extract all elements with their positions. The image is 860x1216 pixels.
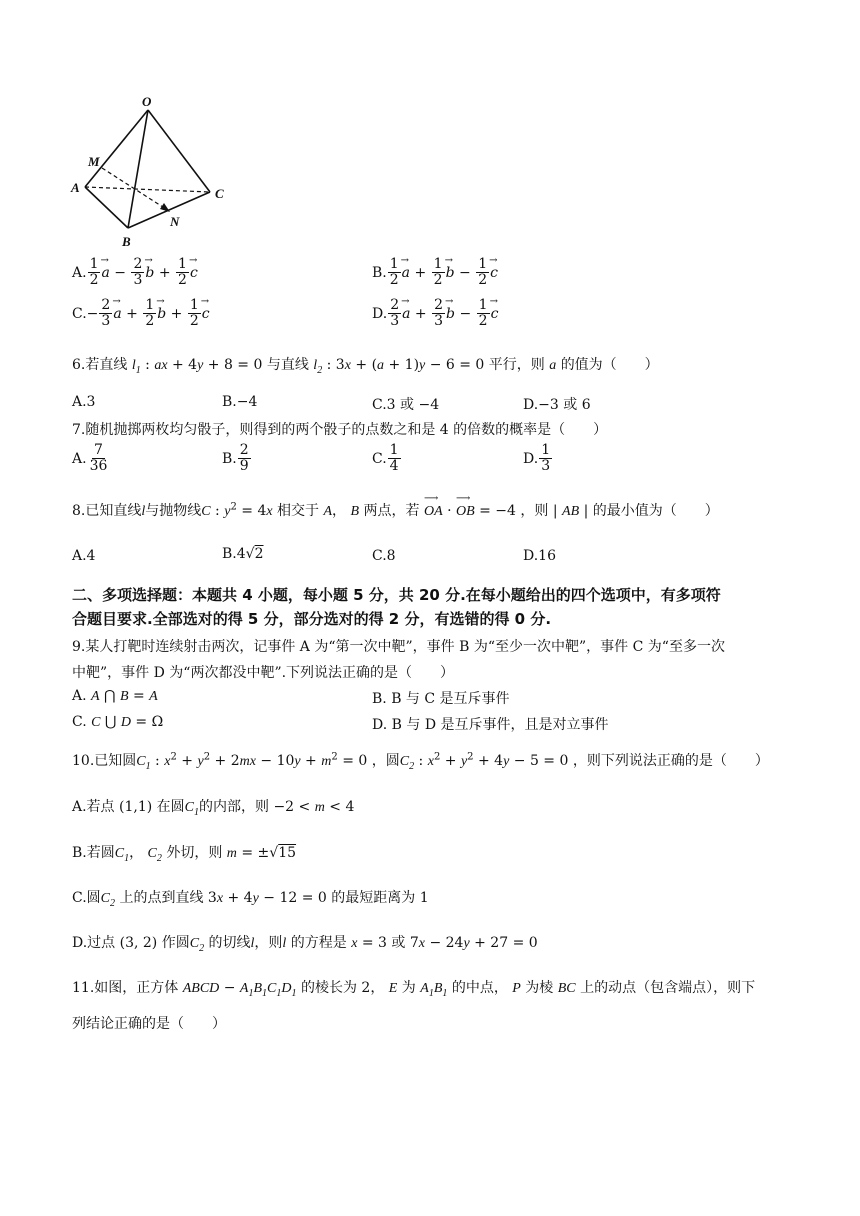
q9-option-b: B. B 与 C 是互斥事件 xyxy=(372,691,510,707)
label-o: O xyxy=(142,94,152,109)
vector-mn-dashed xyxy=(102,168,166,209)
edge-bc xyxy=(128,192,210,228)
label-b: B xyxy=(122,234,131,249)
q10-option-b: B.若圆$C_1$， $C_2$ 外切，则 m = ±√15 xyxy=(72,845,297,864)
q5-option-d: D. $\frac{2}{3}$ → a + $\frac{2}{3}$ → b − $\frac{1}{2}$ → c xyxy=(372,298,498,330)
q7-option-a: A. $\frac{7}{36}$ xyxy=(72,442,108,475)
edge-ab xyxy=(85,187,128,228)
q5-option-c: C.− $\frac{2}{3}$ → a + $\frac{1}{2}$ → b + $\frac{1}{2}$ → c xyxy=(72,298,210,330)
q9-option-c: C. C ⋃ D = Ω xyxy=(72,714,164,730)
q7-option-d: D. $\frac{1}{3}$ xyxy=(523,442,551,475)
q10-stem: 10.已知圆$C_1$ : $x^2 + y^2 + 2mx - 10y + m^2 = 0$ ，圆$C_2$ : $x^2 + y^2 + 4y - 5 = 0$ ，则下列说法正确的是（ ） xyxy=(72,751,769,772)
q8-option-a: A.4 xyxy=(72,548,96,564)
q11-stem-line2: 列结论正确的是（ ） xyxy=(72,1016,226,1032)
label-m: M xyxy=(88,154,100,169)
q10-option-d: D.过点 (3, 2) 作圆$C_2$ 的切线l，则l 的方程是 x = 3 或 7x − 24y + 27 = 0 xyxy=(72,935,538,954)
q6-option-d: D.−3 或 6 xyxy=(523,397,591,413)
q10-option-c: C.圆$C_2$ 上的点到直线 3x + 4y − 12 = 0 的最短距离为 1 xyxy=(72,890,429,909)
arrowhead-n xyxy=(160,203,170,212)
q5-option-b: B. $\frac{1}{2}$ → a + $\frac{1}{2}$ → b − $\frac{1}{2}$ → c xyxy=(372,257,498,289)
q9-option-a: A. A ⋂ B = A xyxy=(72,688,158,704)
q10-option-a: A.若点 (1,1) 在圆$C_1$的内部，则 −2 < m < 4 xyxy=(72,799,355,818)
q9-stem-line2: 中靶”，事件 D 为“两次都没中靶”.下列说法正确的是（ ） xyxy=(72,665,455,681)
label-c: C xyxy=(215,186,224,201)
q8-stem: 8.已知直线l与抛物线C : $y^2 = 4x$ 相交于 A， B 两点，若 ⟶ OA · ⟶ OB = −4 ，则 | AB | 的最小值为（ ） xyxy=(72,493,719,519)
label-n: N xyxy=(170,214,180,229)
q8-option-c: C.8 xyxy=(372,548,396,564)
q8-option-d: D.16 xyxy=(523,548,556,564)
edge-ob xyxy=(128,110,148,228)
q6-option-b: B.−4 xyxy=(222,394,258,410)
q6-stem: 6.若直线 $l_1$ : ax + 4y + 8 = 0 与直线 $l_2$ : 3x + (a + 1)y − 6 = 0 平行，则 a 的值为（ ） xyxy=(72,357,659,376)
q7-option-b: B. $\frac{2}{9}$ xyxy=(222,442,249,475)
edge-ac-dashed xyxy=(85,187,210,192)
section-2-heading-line1: 二、多项选择题：本题共 4 小题，每小题 5 分，共 20 分.在每小题给出的四个选项中，有多项符 xyxy=(72,586,721,604)
q6-option-c: C.3 或 −4 xyxy=(372,397,440,413)
q9-option-d: D. B 与 D 是互斥事件，且是对立事件 xyxy=(372,717,609,733)
q8-option-b: B.4√2 xyxy=(222,546,264,562)
edge-oa xyxy=(85,110,148,187)
q7-option-c: C. $\frac{1}{4}$ xyxy=(372,442,399,475)
tetrahedron-figure xyxy=(60,90,240,255)
q5-option-a: A. $\frac{1}{2}$ → a − $\frac{2}{3}$ → b + $\frac{1}{2}$ → c xyxy=(72,257,198,289)
q7-stem: 7.随机抛掷两枚均匀骰子，则得到的两个骰子的点数之和是 4 的倍数的概率是（ ） xyxy=(72,422,608,438)
q6-option-a: A.3 xyxy=(72,394,96,410)
q9-stem-line1: 9.某人打靶时连续射击两次，记事件 A 为“第一次中靶”，事件 B 为“至少一次中靶”，事件 C 为“至多一次 xyxy=(72,639,725,655)
edge-oc xyxy=(148,110,210,192)
q11-stem-line1: 11.如图，正方体 ABCD − $A_1B_1C_1D_1$ 的棱长为 2， E 为 $A_1B_1$ 的中点， P 为棱 BC 上的动点（包含端点），则下 xyxy=(72,980,756,999)
section-2-heading-line2: 合题目要求.全部选对的得 5 分，部分选对的得 2 分，有选错的得 0 分. xyxy=(72,610,552,628)
label-a: A xyxy=(71,180,80,195)
